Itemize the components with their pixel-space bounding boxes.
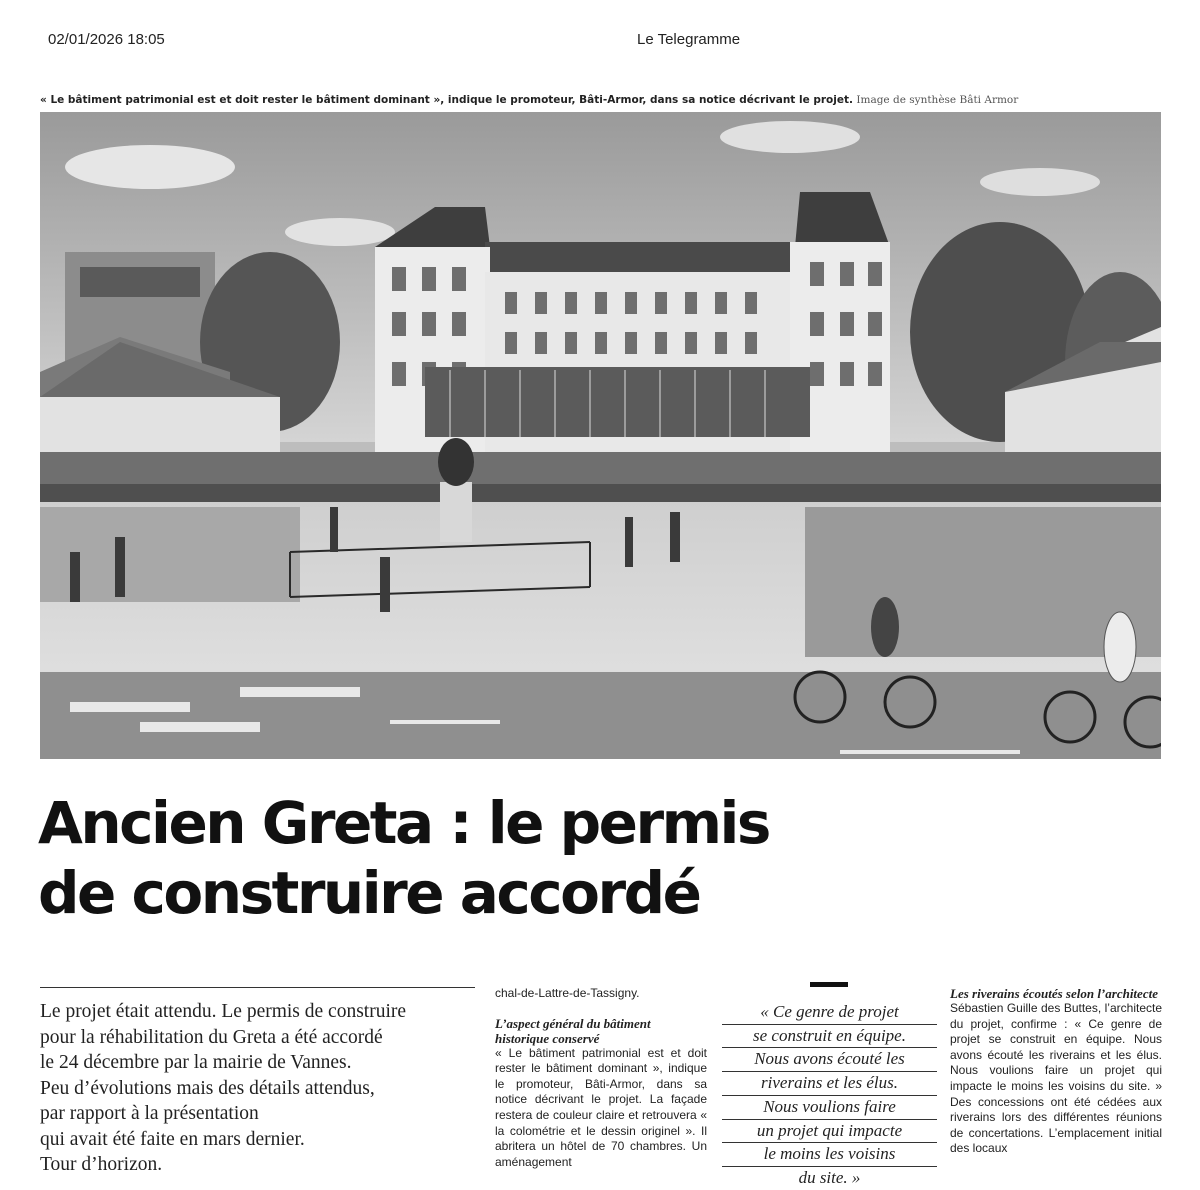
quote-line: du site. » [798, 1167, 861, 1187]
lead-line: pour la réhabilitation du Greta a été accordé [40, 1026, 383, 1048]
quote-line: Nous voulions faire [722, 1096, 937, 1120]
column-body: Sébastien Guille des Buttes, l’architecte du projet, confirme : « Ce genre de projet se construit en équipe. Nous avons écouté les riverains et les élus. Nous voulions faire un projet qui impacte le moins les voisins du site. » Des concessions ont été cédées aux riverains lors des différentes réunions de concertations. L’emplacement initial des locaux [950, 1001, 1162, 1156]
lead-line: Tour d’horizon. [40, 1154, 163, 1175]
print-datetime: 02/01/2026 18:05 [48, 31, 165, 48]
site-name: Le Telegramme [637, 31, 741, 48]
caption-credit: Image de synthèse Bâti Armor [856, 94, 1019, 106]
article-column-3 [950, 986, 1162, 1157]
caption-text: « Le bâtiment patrimonial est et doit rester le bâtiment dominant », indique le promoteur, Bâti-Armor, dans sa notice décrivant le projet. [40, 94, 853, 106]
lead-divider [40, 987, 475, 988]
lead-line: le 24 décembre par la mairie de Vannes. [40, 1052, 352, 1073]
pull-quote [722, 1001, 937, 1190]
lead-paragraph [40, 999, 480, 1178]
pullquote-dash [810, 982, 848, 987]
headline-line-2: de construire accordé [38, 859, 700, 927]
lead-line: Le projet était attendu. Le permis de construire [40, 1001, 407, 1022]
column-body: « Le bâtiment patrimonial est et doit rester le bâtiment dominant », indique le promoteur, Bâti-Armor, dans sa notice décrivant le projet. La façade restera de couleur claire et retrouvera « la colométrie et le dessin originel ». Il abritera un hôtel de 70 chambres. Un aménagement [495, 1045, 707, 1169]
article-column-2 [495, 986, 707, 1170]
quote-line: riverains et les élus. [722, 1072, 937, 1096]
photo-caption [40, 94, 1160, 106]
quote-line: un projet qui impacte [722, 1120, 937, 1144]
subhead-riverains: Les riverains écoutés selon l’architecte [950, 986, 1158, 1001]
lead-line: qui avait été faite en mars dernier. [40, 1128, 305, 1150]
headline [38, 788, 898, 928]
lead-line: par rapport à la présentation [40, 1103, 259, 1124]
quote-line: Nous avons écouté les [722, 1048, 937, 1072]
quote-line: se construit en équipe. [722, 1025, 937, 1049]
quote-line: « Ce genre de projet [722, 1001, 937, 1025]
column-top-line: chal-de-Lattre-de-Tassigny. [495, 986, 640, 1000]
headline-line-1: Ancien Greta : le permis [38, 789, 769, 857]
subhead-aspect: L’aspect général du bâtiment historique conservé [495, 1015, 651, 1046]
lead-line: Peu d’évolutions mais des détails attendus, [40, 1077, 375, 1099]
building-render-photo [40, 112, 1161, 759]
quote-line: le moins les voisins [722, 1143, 937, 1167]
